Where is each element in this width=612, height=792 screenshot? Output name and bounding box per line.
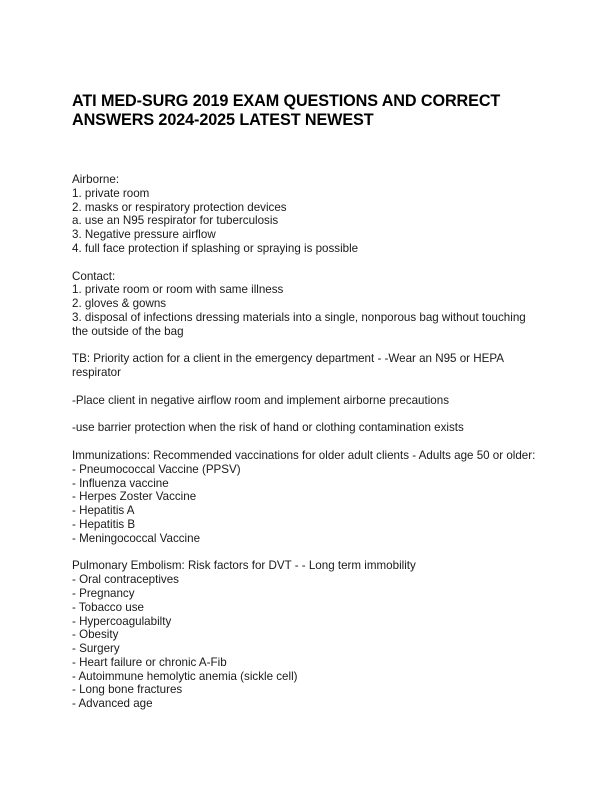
section-heading: Contact: [72, 269, 116, 283]
section-airborne [72, 173, 542, 256]
list-item: 3. Negative pressure airflow [72, 228, 216, 242]
list-item: 2. gloves & gowns [72, 297, 167, 311]
list-item: - Pregnancy [72, 586, 135, 600]
list-item: - Obesity [72, 628, 119, 642]
section-heading: Airborne: [72, 173, 120, 186]
paragraph: TB: Priority action for a client in the emergency department - -Wear an N95 or HEPA respirator [72, 352, 507, 380]
paragraph: -Place client in negative airflow room and implement airborne precautions [72, 393, 449, 407]
list-item: 1. private room or room with same illness [72, 283, 284, 297]
list-item: - Hypercoagulabilty [72, 614, 172, 628]
list-item: - Pneumococcal Vaccine (PPSV) [72, 462, 241, 476]
list-item: 3. disposal of infections dressing materials into a single, nonporous bag without touching the outside of the bag [72, 310, 529, 338]
section-tb [72, 352, 542, 380]
list-item: - Advanced age [72, 697, 153, 711]
list-item: - Hepatitis B [72, 517, 136, 531]
list-item: - Autoimmune hemolytic anemia (sickle cell) [72, 669, 298, 683]
document-title: ATI MED-SURG 2019 EXAM QUESTIONS AND CORRECT ANSWERS 2024-2025 LATEST NEWEST [72, 92, 501, 129]
list-item: - Long bone fractures [72, 683, 183, 697]
list-item: a. use an N95 respirator for tuberculosis [72, 214, 279, 228]
list-item: 1. private room [72, 186, 150, 200]
list-item: - Tobacco use [72, 600, 144, 614]
list-item: - Heart failure or chronic A-Fib [72, 655, 227, 669]
section-contact [72, 270, 542, 339]
list-item: - Herpes Zoster Vaccine [72, 490, 197, 504]
list-item: - Hepatitis A [72, 504, 135, 518]
list-item: 2. masks or respiratory protection devices [72, 200, 287, 214]
section-pulmonary-embolism [72, 559, 542, 711]
list-item: 4. full face protection if splashing or spraying is possible [72, 241, 359, 255]
section-immunizations [72, 449, 542, 546]
section-tb-placement [72, 394, 542, 408]
section-tb-barrier [72, 421, 542, 435]
section-heading: Immunizations: Recommended vaccinations for older adult clients - Adults age 50 or older: [72, 448, 536, 462]
document-page [72, 92, 542, 725]
list-item: - Surgery [72, 642, 120, 656]
section-heading: Pulmonary Embolism: Risk factors for DVT - - Long term immobility [72, 559, 416, 573]
list-item: - Oral contraceptives [72, 573, 179, 587]
list-item: - Influenza vaccine [72, 476, 169, 490]
list-item: - Meningococcal Vaccine [72, 531, 201, 545]
paragraph: -use barrier protection when the risk of hand or clothing contamination exists [72, 421, 464, 435]
